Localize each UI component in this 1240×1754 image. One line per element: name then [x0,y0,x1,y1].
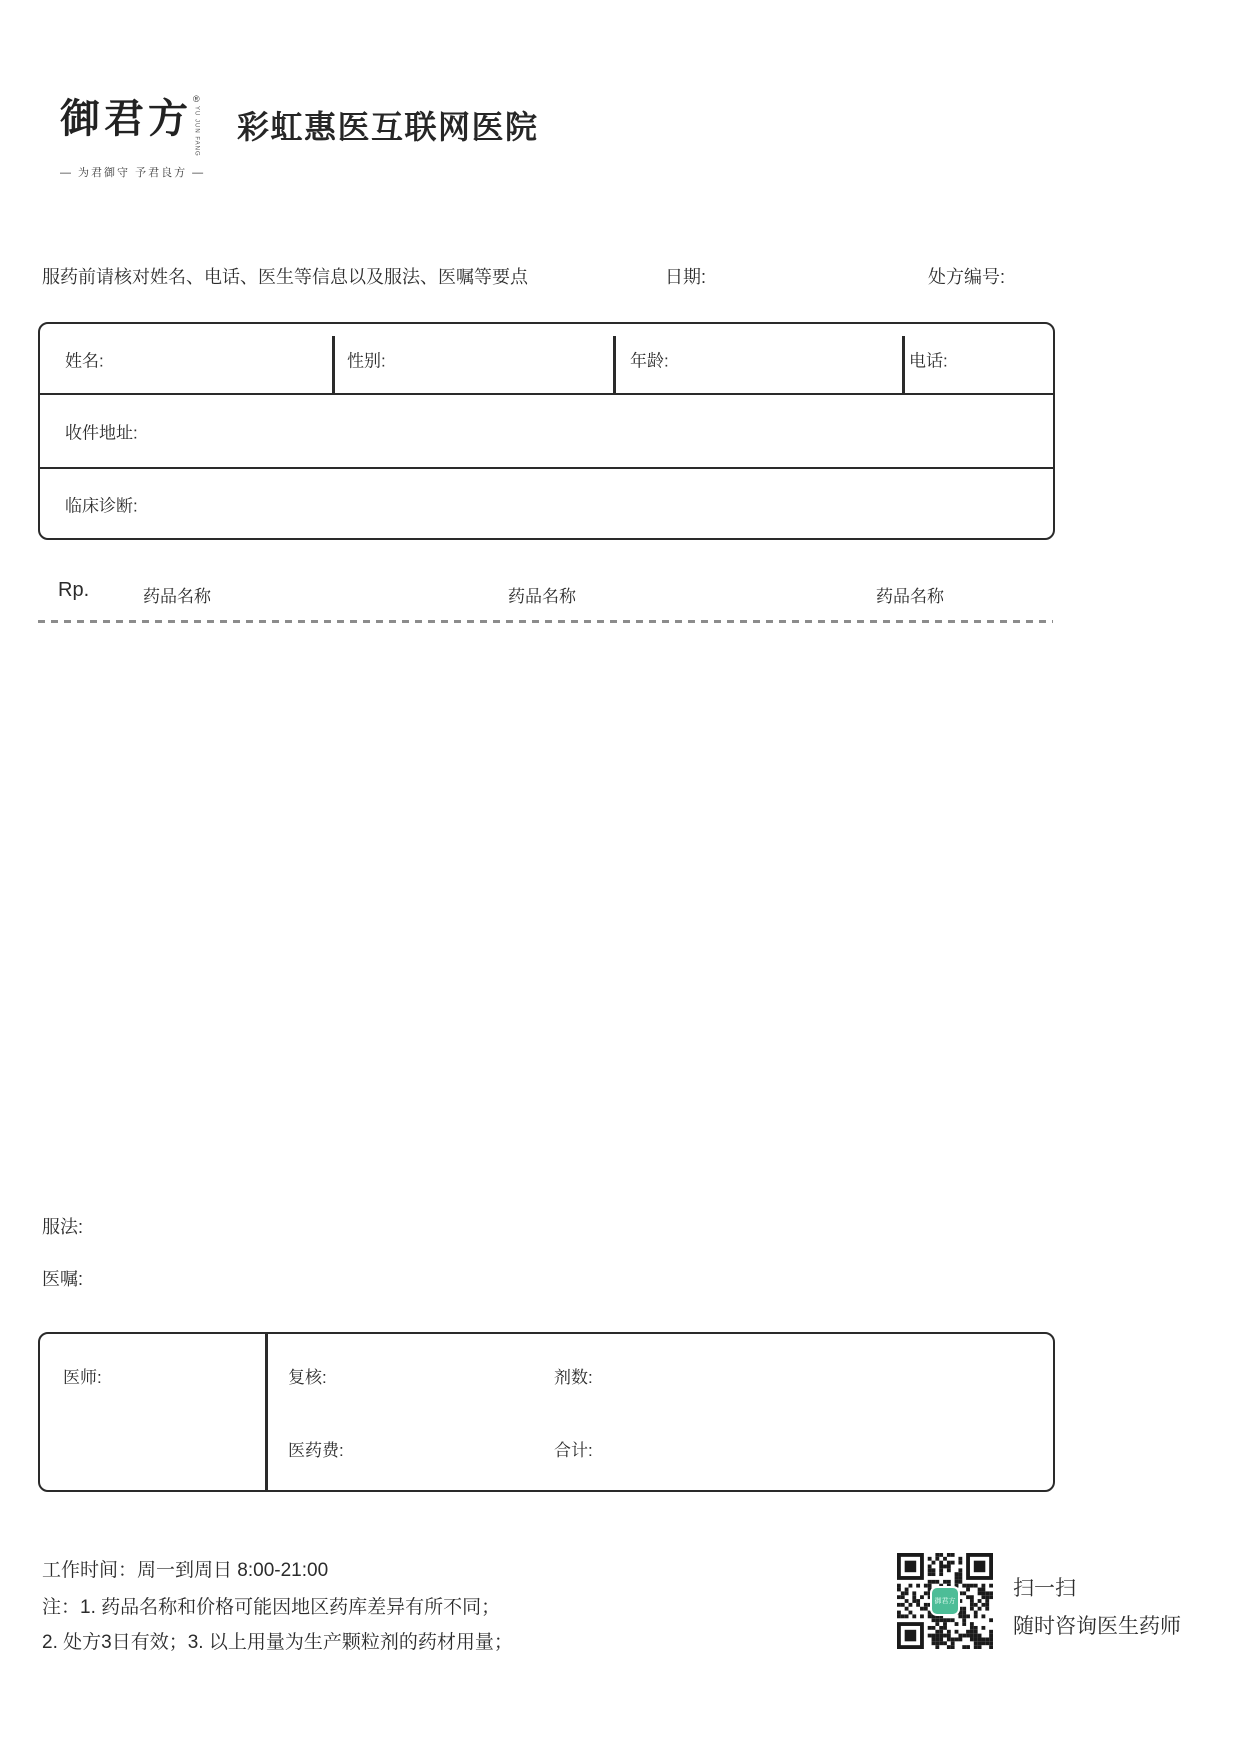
logo-tagline: — 为君御守 予君良方 — [60,166,206,179]
logo-text: 御君方 [60,95,192,142]
note-line-2: 2. 处方3日有效；3. 以上用量为生产颗粒剂的药材用量； [42,1632,513,1653]
drug-name-column-header: 药品名称 [143,587,211,606]
logo-vertical-text: YU JUN FANG [193,106,200,157]
physician-field-label: 医师: [63,1368,102,1387]
review-field-label: 复核: [288,1368,327,1387]
logo-side-marks [193,94,200,157]
medicine-fee-field-label: 医药费: [288,1441,344,1460]
rp-label: Rp. [58,579,90,601]
age-field-label: 年龄: [630,351,669,370]
advice-field-label: 医嘱: [42,1269,84,1289]
qr-caption-consult: 随时咨询医生药师 [1013,1615,1181,1638]
total-field-label: 合计: [554,1441,593,1460]
brand-logo [60,96,205,180]
prescription-number-label: 处方编号: [928,267,1006,287]
date-field-label: 日期: [665,267,707,287]
signature-column-divider [265,1334,268,1490]
patient-info-box [38,322,1055,540]
qr-code [897,1553,993,1649]
qr-caption-scan: 扫一扫 [1013,1577,1076,1600]
column-divider [613,336,616,393]
registered-trademark-icon: ® [193,94,200,104]
drug-name-column-header: 药品名称 [508,587,576,606]
signature-box [38,1332,1055,1492]
usage-field-label: 服法: [42,1217,84,1237]
medication-check-hint: 服药前请核对姓名、电话、医生等信息以及服法、医嘱等要点 [42,267,528,287]
drug-name-column-header: 药品名称 [876,587,944,606]
column-divider [902,336,905,393]
patient-row-address [40,396,1053,469]
dose-count-field-label: 剂数: [554,1368,593,1387]
prescription-divider-dashed [38,620,1053,623]
patient-row-diagnosis [40,469,1053,538]
patient-row-basic [40,324,1053,395]
work-hours-text: 工作时间：周一到周日 8:00-21:00 [42,1560,329,1581]
name-field-label: 姓名: [65,351,104,370]
phone-field-label: 电话: [909,351,948,370]
address-field-label: 收件地址: [65,423,138,443]
diagnosis-field-label: 临床诊断: [65,496,138,515]
logo-wordmark [60,96,205,157]
qr-center-brand-badge: 御君方 [930,1586,960,1616]
hospital-title: 彩虹惠医互联网医院 [237,109,539,145]
gender-field-label: 性别: [347,351,386,370]
note-line-1: 注：1. 药品名称和价格可能因地区药库差异有所不同； [42,1597,501,1618]
column-divider [332,336,335,393]
